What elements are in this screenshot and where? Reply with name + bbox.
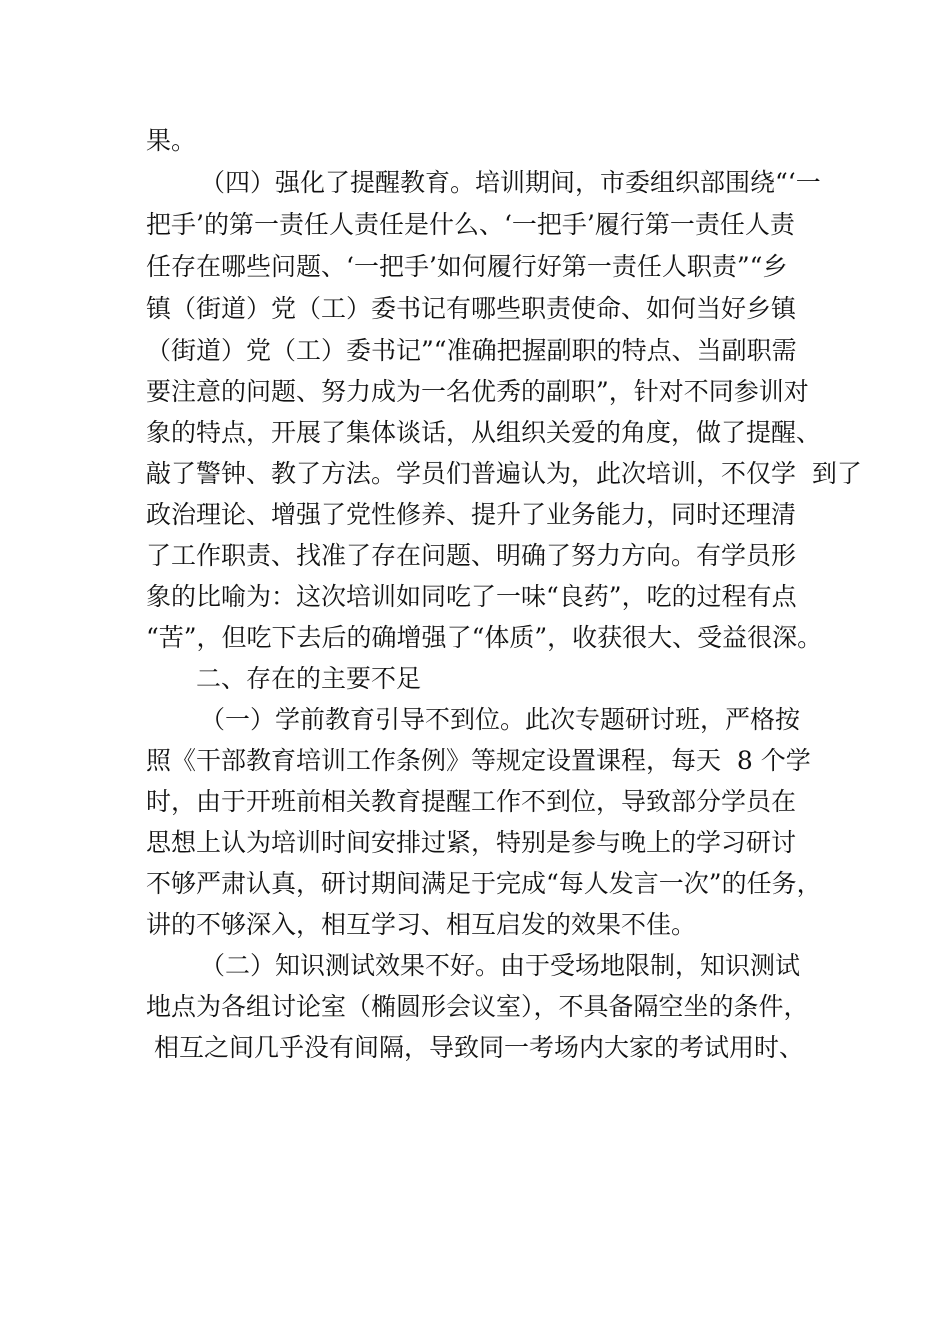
text-line-6: （街道）党（工）委书记”“准确把握副职的特点、当副职需	[146, 336, 797, 365]
text-line-1: 果。	[146, 126, 197, 155]
text-line-4: 任存在哪些问题、‘一把手’如何履行好第一责任人职责”“乡	[146, 252, 788, 281]
text-line-9: 敲了警钟、教了方法。学员们普遍认为，此次培训，不仅学 到了	[146, 459, 862, 488]
text-line-10: 政治理论、增强了党性修养、提升了业务能力，同时还理清	[146, 500, 797, 529]
text-line-15: （一）学前教育引导不到位。此次专题研讨班，严格按	[200, 705, 801, 734]
text-line-13: “苦”，但吃下去后的确增强了“体质”，收获很大、受益很深。	[146, 623, 823, 652]
text-line-18: 思想上认为培训时间安排过紧，特别是参与晚上的学习研讨	[146, 828, 797, 857]
text-line-11: 了工作职责、找准了存在问题、明确了努力方向。有学员形	[146, 541, 797, 570]
text-line-5: 镇（街道）党（工）委书记有哪些职责使命、如何当好乡镇	[146, 294, 797, 323]
text-line-3: 把手’的第一责任人责任是什么、‘一把手’履行第一责任人责	[146, 210, 795, 239]
text-line-12: 象的比喻为：这次培训如同吃了一味“良药”，吃的过程有点	[146, 582, 797, 611]
section-heading: 二、存在的主要不足	[196, 664, 422, 693]
text-line-8: 象的特点，开展了集体谈话，从组织关爱的角度，做了提醒、	[146, 418, 822, 447]
text-line-19: 不够严肃认真，研讨期间满足于完成“每人发言一次”的任务，	[146, 869, 822, 898]
text-line-23: 相互之间几乎没有间隔，导致同一考场内大家的考试用时、	[146, 1033, 804, 1062]
text-line-20: 讲的不够深入，相互学习、相互启发的效果不佳。	[146, 910, 697, 939]
text-line-7: 要注意的问题、努力成为一名优秀的副职”，针对不同参训对	[146, 377, 809, 406]
text-line-2: （四）强化了提醒教育。培训期间，市委组织部围绕“‘一	[200, 168, 821, 197]
text-line-21: （二）知识测试效果不好。由于受场地限制，知识测试	[200, 951, 801, 980]
text-line-16: 照《干部教育培训工作条例》等规定设置课程，每天 8 个学	[146, 746, 811, 775]
text-line-17: 时，由于开班前相关教育提醒工作不到位，导致部分学员在	[146, 787, 797, 816]
text-line-22: 地点为各组讨论室（椭圆形会议室），不具备隔空坐的条件，	[146, 992, 809, 1021]
